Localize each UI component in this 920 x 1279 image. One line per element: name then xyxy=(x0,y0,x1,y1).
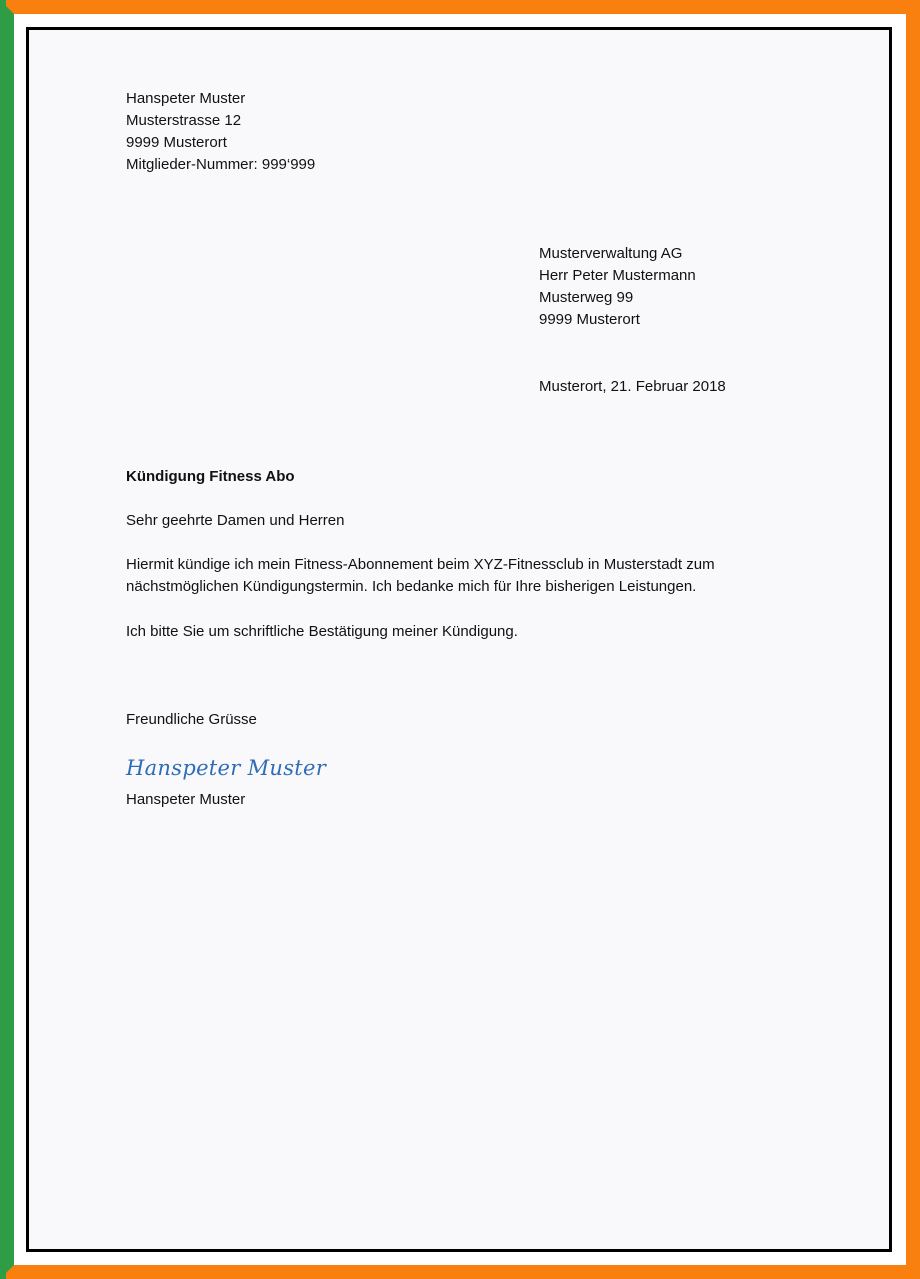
sender-city: 9999 Musterort xyxy=(126,134,227,151)
sender-member-number: Mitglieder-Nummer: 999‘999 xyxy=(126,156,316,173)
handwritten-signature: Hanspeter Muster xyxy=(126,756,327,780)
letter-date: Musterort, 21. Februar 2018 xyxy=(539,378,726,395)
frame-left-edge xyxy=(0,0,6,1279)
body-paragraph-1-line-2: nächstmöglichen Kündigungstermin. Ich bedanke mich für Ihre bisherigen Leistungen. xyxy=(126,578,697,595)
recipient-address xyxy=(539,243,696,331)
recipient-company: Musterverwaltung AG xyxy=(539,245,683,262)
signer-name: Hanspeter Muster xyxy=(126,791,246,808)
body-paragraph-1 xyxy=(126,554,806,598)
body-paragraph-2: Ich bitte Sie um schriftliche Bestätigung meiner Kündigung. xyxy=(126,623,518,640)
letter-subject: Kündigung Fitness Abo xyxy=(126,468,295,485)
recipient-street: Musterweg 99 xyxy=(539,289,634,306)
recipient-city: 9999 Musterort xyxy=(539,311,640,328)
letter-closing: Freundliche Grüsse xyxy=(126,711,257,728)
frame-right-edge xyxy=(910,0,920,1279)
sender-name: Hanspeter Muster xyxy=(126,90,246,107)
recipient-contact: Herr Peter Mustermann xyxy=(539,267,696,284)
sender-address xyxy=(126,88,315,176)
sender-street: Musterstrasse 12 xyxy=(126,112,242,129)
letter-page xyxy=(26,27,892,1252)
letter-salutation: Sehr geehrte Damen und Herren xyxy=(126,512,345,529)
body-paragraph-1-line-1: Hiermit kündige ich mein Fitness-Abonnement beim XYZ-Fitnessclub in Musterstadt zum xyxy=(126,556,715,573)
